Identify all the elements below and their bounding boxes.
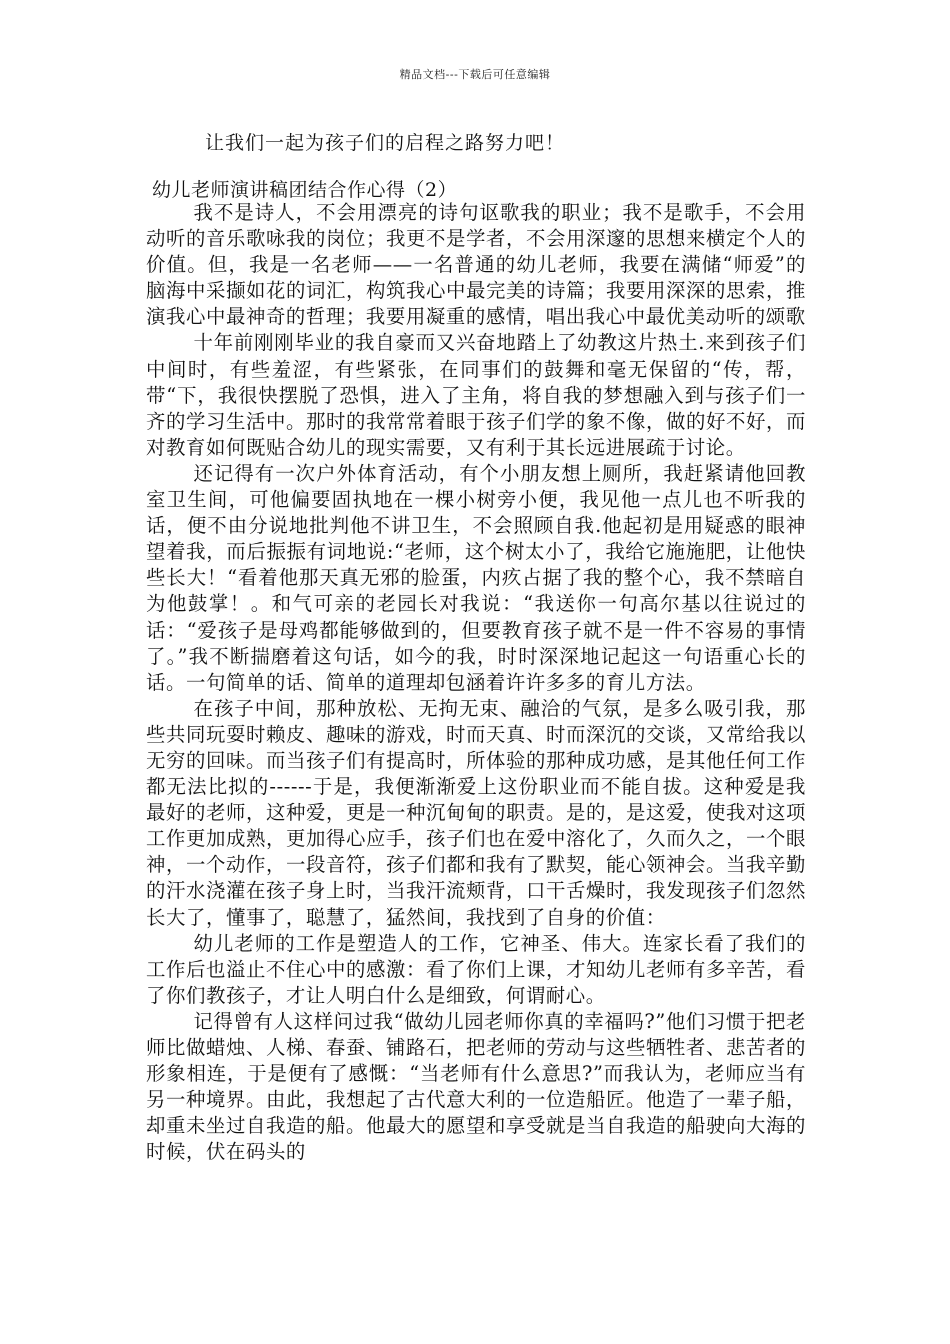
paragraph-6: 记得曾有人这样问过我“做幼儿园老师你真的幸福吗?”他们习惯于把老师比做蜡烛、人梯、春蚕、铺路石，把老师的劳动与这些牺牲者、悲苦者的形象相连，于是便有了感慨：“当老师有什么意思?”而我认为，老师应当有另一种境界。由此，我想起了古代意大利的一位造船匠。他造了一辈子船，却重未坐过自我造的船。他最大的愿望和享受就是当自我造的船驶向大海的时候，伏在码头的 [146,1009,806,1164]
article-title: 幼儿老师演讲稿团结合作心得（2） [152,179,458,201]
paragraph-3: 还记得有一次户外体育活动，有个小朋友想上厕所，我赶紧请他回教室卫生间，可他偏要固执地在一棵小树旁小便，我见他一点儿也不听我的话，便不由分说地批判他不讲卫生，不会照顾自我.他起初是用疑惑的眼神望着我，而后振振有词地说:“老师，这个树太小了，我给它施施肥，让他快些长大！“看着他那天真无邪的脸蛋，内疚占据了我的整个心，我不禁暗自为他鼓掌！。和气可亲的老园长对我说：“我送你一句高尔基以往说过的话：“爱孩子是母鸡都能够做到的，但要教育孩子就不是一件不容易的事情了。”我不断揣磨着这句话，如今的我，时时深深地记起这一句语重心长的话。一句简单的话、简单的道理却包涵着许许多多的育儿方法。 [146,461,806,694]
paragraph-4: 在孩子中间，那种放松、无拘无束、融洽的气氛，是多么吸引我，那些共同玩耍时赖皮、趣味的游戏，时而天真、时而深沉的交谈，又常给我以无穷的回味。而当孩子们有提高时，所体验的那种成功感，是其他任何工作都无法比拟的------于是，我便渐渐爱上这份职业而不能自拔。这种爱是我最好的老师，这种爱，更是一种沉甸甸的职责。是的，是这爱，使我对这项工作更加成熟，更加得心应手，孩子们也在爱中溶化了，久而久之，一个眼神，一个动作，一段音符，孩子们都和我有了默契，能心领神会。当我辛勤的汗水浇灌在孩子身上时，当我汗流颊背，口干舌燥时，我发现孩子们忽然长大了，懂事了，聪慧了，猛然间，我找到了自身的价值： [146,696,806,929]
paragraph-1: 我不是诗人，不会用漂亮的诗句讴歌我的职业；我不是歌手，不会用动听的音乐歌咏我的岗位；我更不是学者，不会用深邃的思想来横定个人的价值。但，我是一名老师——一名普通的幼儿老师，我要在满储“师爱”的脑海中采撷如花的词汇，构筑我心中最完美的诗篇；我要用深深的思索，推演我心中最神奇的哲理；我要用凝重的感情，唱出我心中最优美动听的颂歌 [146,201,806,329]
closing-line: 让我们一起为孩子们的启程之路努力吧！ [205,132,566,154]
paragraph-5: 幼儿老师的工作是塑造人的工作，它神圣、伟大。连家长看了我们的工作后也溢止不住心中的感激：看了你们上课，才知幼儿老师有多辛苦，看了你们教孩子，才让人明白什么是细致，何谓耐心。 [146,931,806,1007]
page-header: 精品文档---下载后可任意编辑 [399,68,551,81]
article-body [146,200,806,1165]
paragraph-2: 十年前刚刚毕业的我自豪而又兴奋地踏上了幼教这片热土.来到孩子们中间时，有些羞涩，有些紧张，在同事们的鼓舞和毫无保留的“传，帮，带“下，我很快摆脱了恐惧，进入了主角，将自我的梦想融入到与孩子们一齐的学习生活中。那时的我常常着眼于孩子们学的象不像，做的好不好，而对教育如何既贴合幼儿的现实需要，又有利于其长远进展疏于讨论。 [146,331,806,459]
